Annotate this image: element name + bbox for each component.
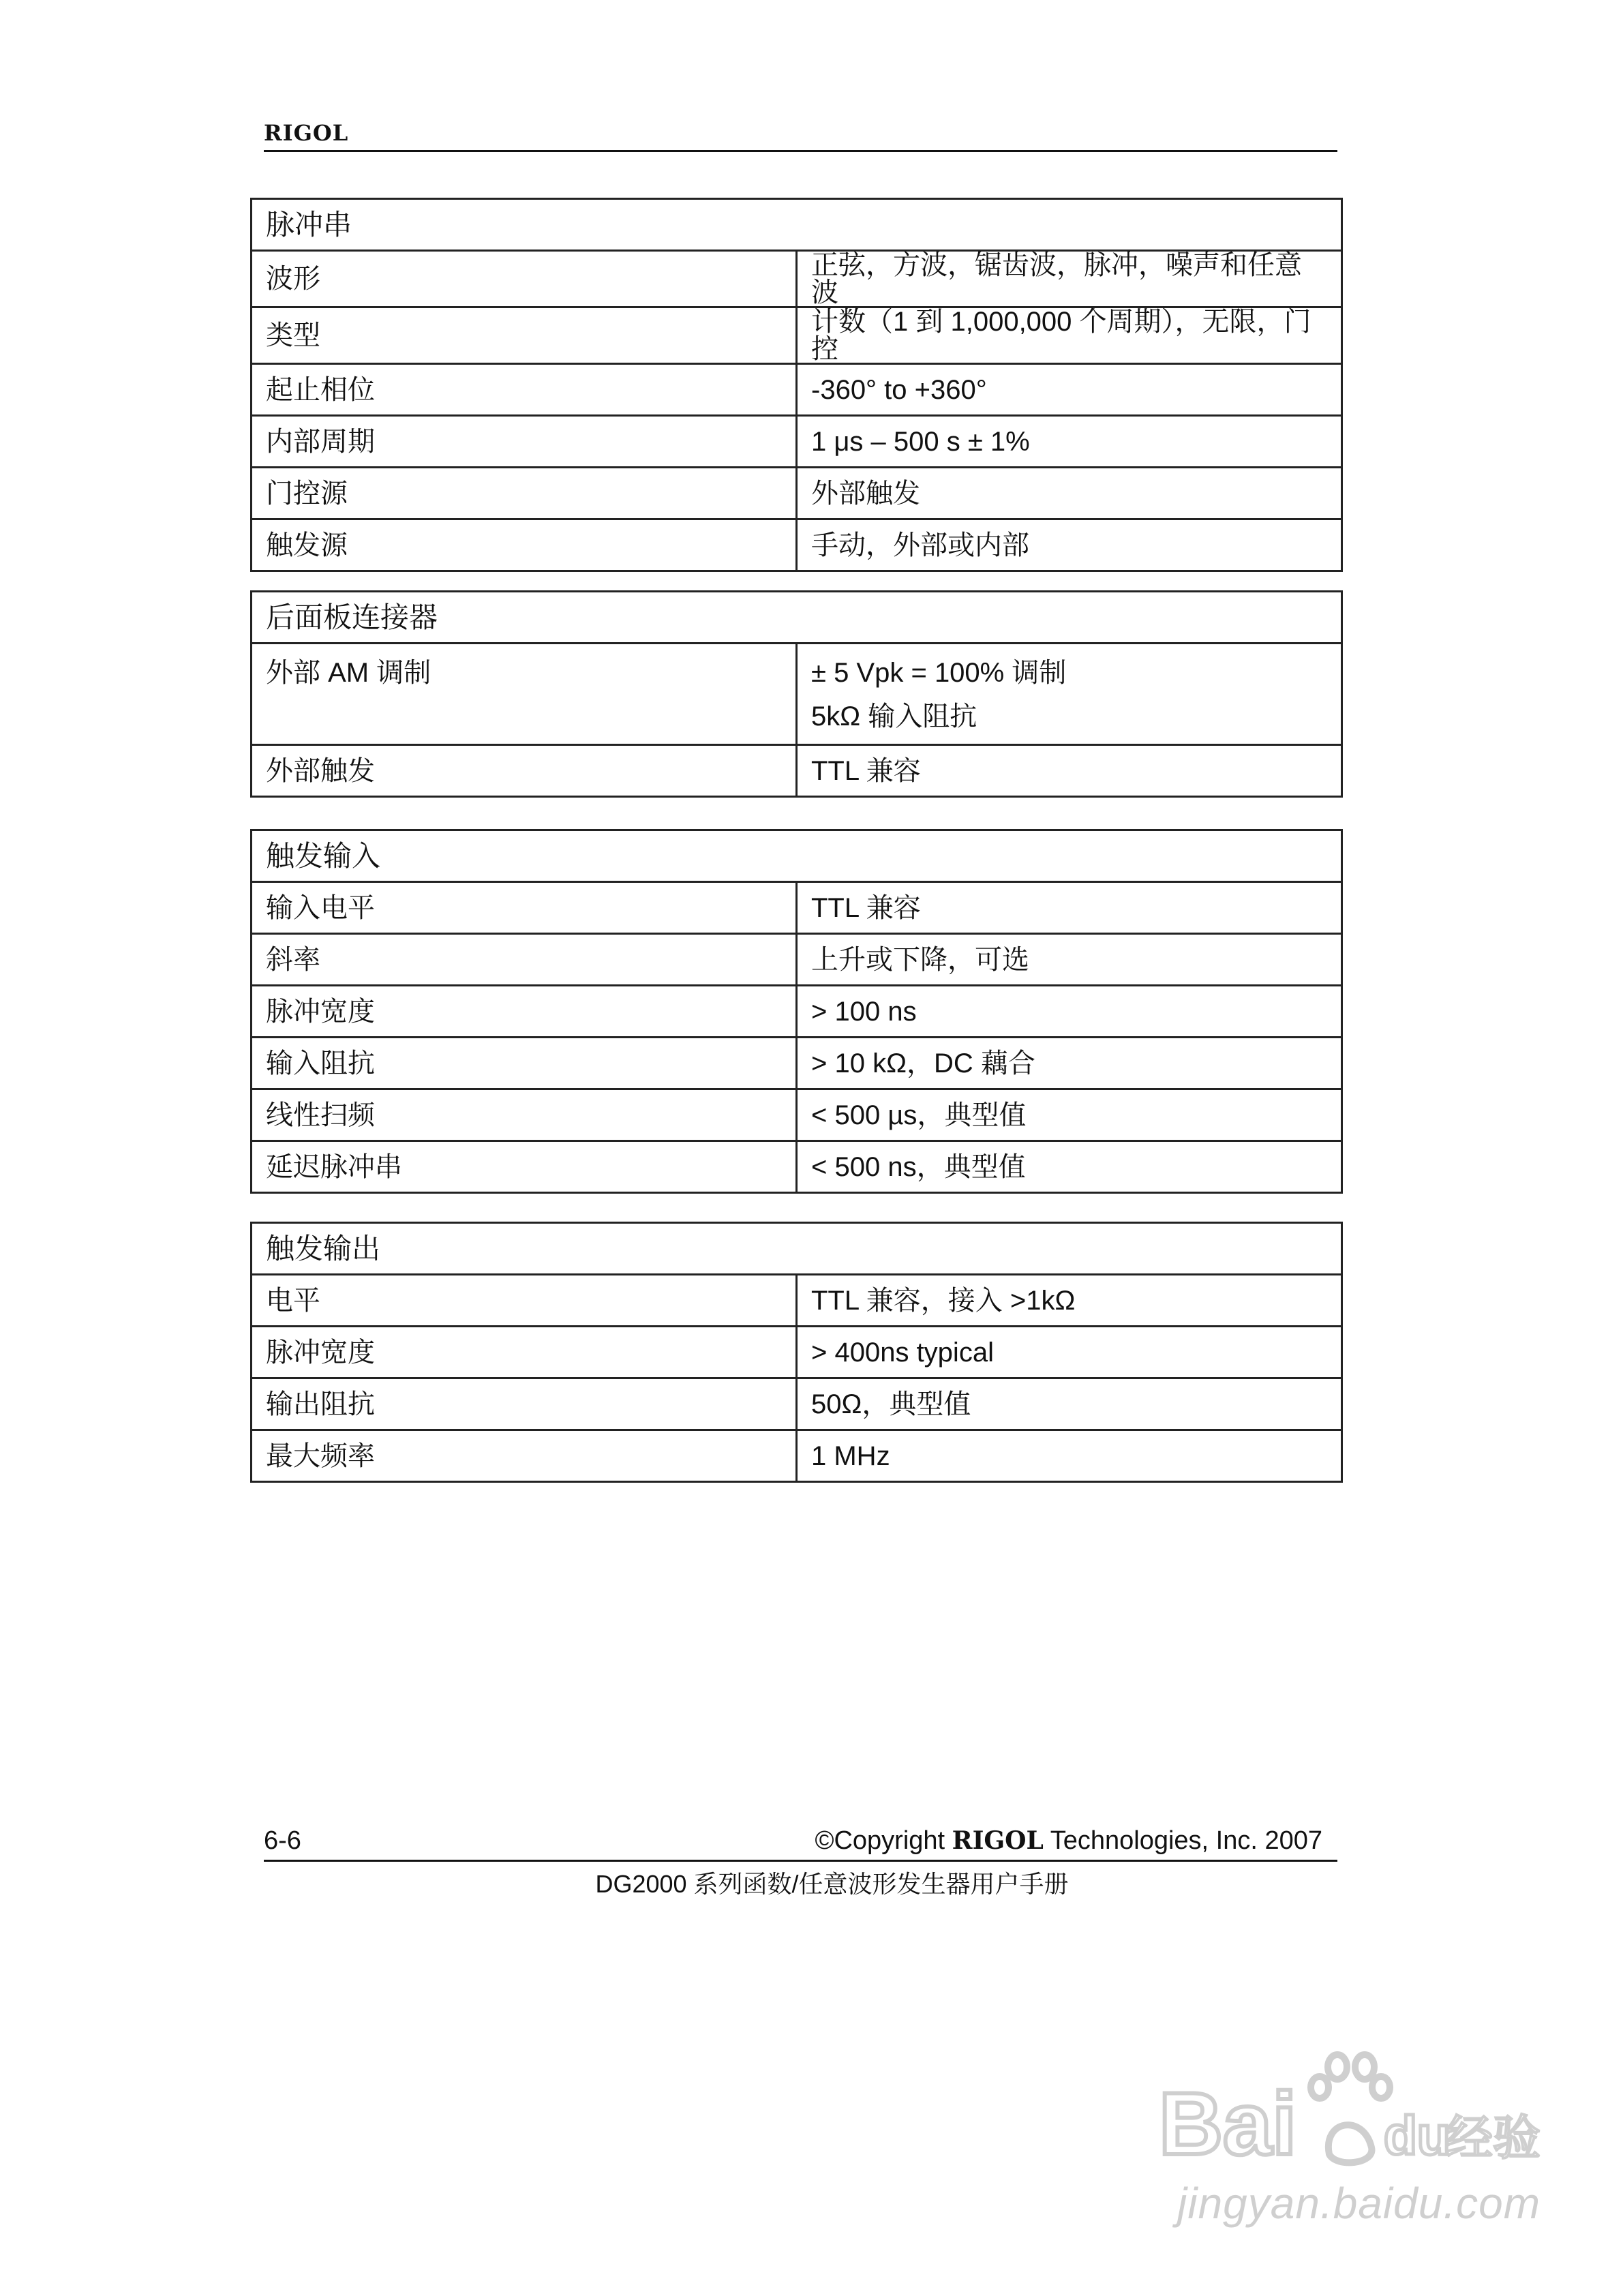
table-row — [252, 1378, 1342, 1430]
svg-text:经验: 经验 — [1445, 2110, 1541, 2166]
row-value: > 10 kΩ，DC 藕合 — [797, 1038, 1342, 1089]
row-label: 类型 — [252, 307, 797, 364]
row-label: 输出阻抗 — [252, 1378, 797, 1430]
row-label-text: 外部 AM 调制 — [266, 658, 431, 688]
row-value: TTL 兼容 — [797, 745, 1342, 797]
table-row — [252, 1430, 1342, 1482]
page-number: 6-6 — [264, 1826, 301, 1855]
row-label — [252, 644, 797, 745]
row-value: TTL 兼容 — [797, 882, 1342, 934]
row-value — [797, 644, 1342, 745]
row-value: < 500 ns，典型值 — [797, 1141, 1342, 1193]
table-row — [252, 1089, 1342, 1141]
row-value: < 500 µs，典型值 — [797, 1089, 1342, 1141]
row-label: 线性扫频 — [252, 1089, 797, 1141]
row-value: 计数（1 到 1,000,000 个周期），无限，门控 — [797, 307, 1342, 364]
manual-title: DG2000 系列函数/任意波形发生器用户手册 — [595, 1870, 1069, 1898]
spec-table-burst — [250, 198, 1343, 572]
table-title-row — [252, 830, 1342, 882]
row-label: 电平 — [252, 1275, 797, 1327]
table-row — [252, 934, 1342, 986]
row-value: 上升或下降，可选 — [797, 934, 1342, 986]
row-value: TTL 兼容，接入 >1kΩ — [797, 1275, 1342, 1327]
copyright-suffix: Technologies, Inc. 2007 — [1043, 1826, 1322, 1855]
page-header — [264, 115, 1337, 152]
row-label: 触发源 — [252, 519, 797, 571]
table-row — [252, 745, 1342, 797]
table-title: 触发输出 — [252, 1223, 1342, 1275]
row-value: 正弦，方波，锯齿波，脉冲，噪声和任意波 — [797, 251, 1342, 307]
row-value: > 100 ns — [797, 986, 1342, 1038]
row-value: > 400ns typical — [797, 1327, 1342, 1378]
row-value-line: 5kΩ 输入阻抗 — [811, 701, 977, 731]
table-row — [252, 416, 1342, 468]
svg-text:Bai: Bai — [1159, 2074, 1297, 2173]
row-label: 延迟脉冲串 — [252, 1141, 797, 1193]
row-label: 斜率 — [252, 934, 797, 986]
row-value: 50Ω，典型值 — [797, 1378, 1342, 1430]
table-title-row — [252, 199, 1342, 251]
row-value: 外部触发 — [797, 468, 1342, 519]
baidu-jingyan-watermark — [1159, 2052, 1554, 2256]
table-title: 脉冲串 — [252, 199, 1342, 251]
spec-table-trigger-output — [250, 1222, 1343, 1483]
table-row — [252, 1141, 1342, 1193]
row-label: 门控源 — [252, 468, 797, 519]
row-value: 1 μs – 500 s ± 1% — [797, 416, 1342, 468]
row-label: 内部周期 — [252, 416, 797, 468]
table-row — [252, 519, 1342, 571]
table-row — [252, 1275, 1342, 1327]
row-value: -360° to +360° — [797, 364, 1342, 416]
table-title: 触发输入 — [252, 830, 1342, 882]
table-row — [252, 468, 1342, 519]
table-row — [252, 364, 1342, 416]
table-row — [252, 882, 1342, 934]
header-brand: RIGOL — [264, 120, 349, 146]
copyright-notice — [815, 1826, 1322, 1856]
row-value-line: ± 5 Vpk = 100% 调制 — [811, 658, 1067, 688]
page-footer — [264, 1822, 1337, 1862]
table-row — [252, 644, 1342, 745]
table-row — [252, 1038, 1342, 1089]
row-label: 输入电平 — [252, 882, 797, 934]
table-row — [252, 1327, 1342, 1378]
watermark-url: jingyan.baidu.com — [1177, 2179, 1541, 2228]
table-title-row — [252, 1223, 1342, 1275]
table-title: 后面板连接器 — [252, 592, 1342, 644]
row-label: 波形 — [252, 251, 797, 307]
spec-table-trigger-input — [250, 829, 1343, 1194]
row-label: 外部触发 — [252, 745, 797, 797]
row-label: 输入阻抗 — [252, 1038, 797, 1089]
spec-table-rear-panel — [250, 590, 1343, 798]
row-label: 最大频率 — [252, 1430, 797, 1482]
table-title-row — [252, 592, 1342, 644]
baidu-logo-icon — [1159, 2052, 1541, 2175]
table-row — [252, 307, 1342, 364]
table-row — [252, 251, 1342, 307]
row-value: 手动，外部或内部 — [797, 519, 1342, 571]
copyright-prefix: ©Copyright — [815, 1826, 952, 1855]
svg-text:du: du — [1384, 2105, 1451, 2166]
table-row — [252, 986, 1342, 1038]
row-label: 起止相位 — [252, 364, 797, 416]
row-value: 1 MHz — [797, 1430, 1342, 1482]
row-label: 脉冲宽度 — [252, 1327, 797, 1378]
copyright-brand: RIGOL — [952, 1826, 1044, 1855]
row-label: 脉冲宽度 — [252, 986, 797, 1038]
